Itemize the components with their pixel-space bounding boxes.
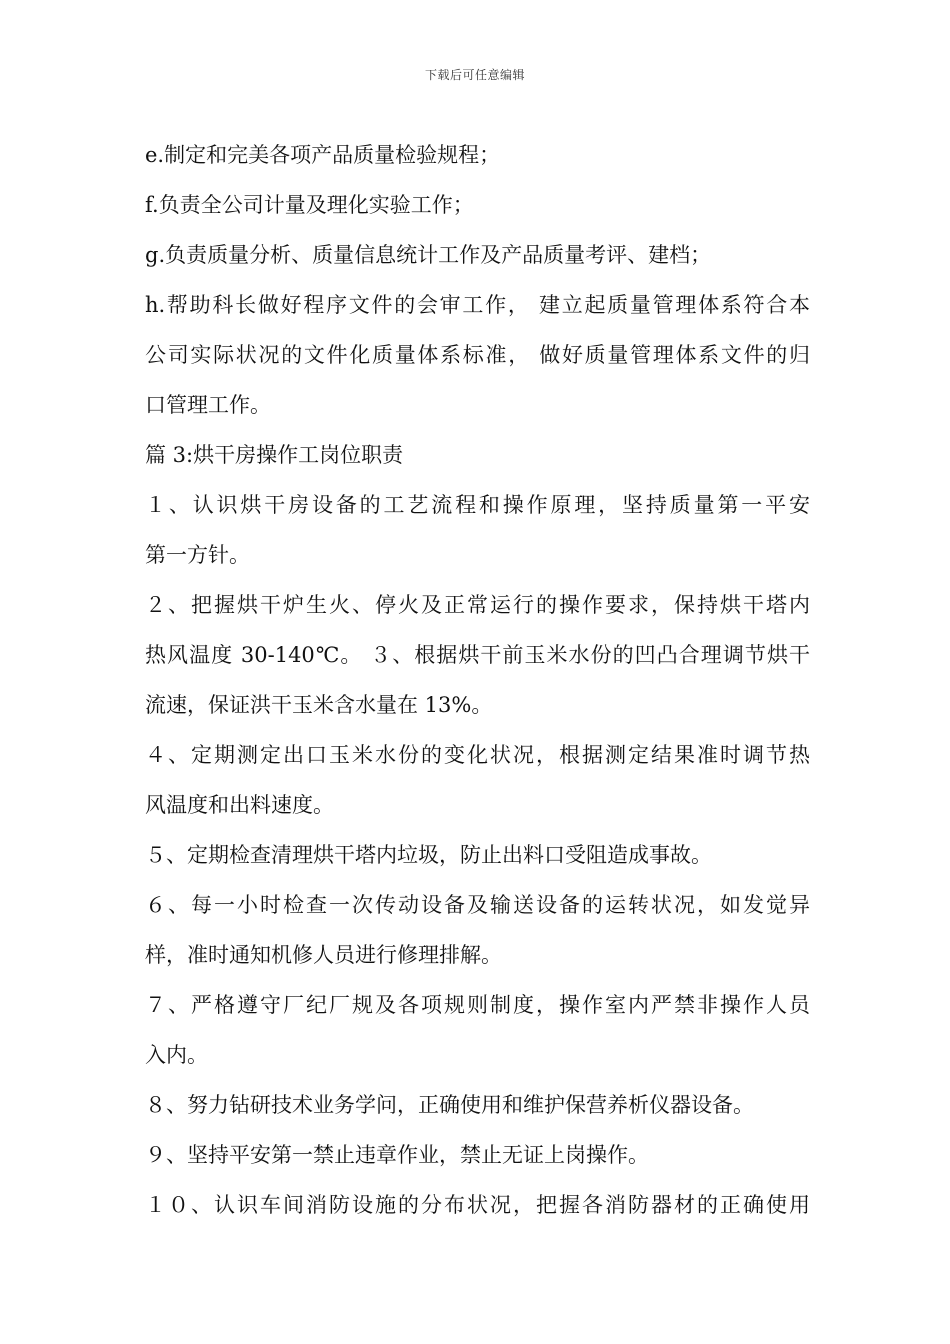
text-line: ９、坚持平安第一禁止违章作业，禁止无证上岗操作。 [145, 1143, 649, 1167]
text-line: h.帮助科长做好程序文件的会审工作， 建立起质量管理体系符合本 [145, 293, 810, 317]
text-line: 风温度和出料速度。 [145, 793, 334, 817]
text-line: 流速，保证洪干玉米含水量在 13%。 [145, 693, 493, 717]
text-line: 公司实际状况的文件化质量体系标准， 做好质量管理体系文件的归 [145, 343, 810, 367]
text-line: 篇 3:烘干房操作工岗位职责 [145, 443, 404, 467]
text-line: 样，准时通知机修人员进行修理排解。 [145, 943, 502, 967]
text-line: １、认识烘干房设备的工艺流程和操作原理，坚持质量第一平安 [145, 493, 810, 517]
page-header: 下载后可任意编辑 [424, 68, 525, 82]
text-line: ４、定期测定出口玉米水份的变化状况，根据测定结果准时调节热 [145, 743, 810, 767]
text-line: 口管理工作。 [145, 393, 271, 417]
document-body [145, 130, 810, 1230]
text-line: ６、每一小时检查一次传动设备及输送设备的运转状况，如发觉异 [145, 893, 810, 917]
text-line: ８、努力钻研技术业务学问，正确使用和维护保营养析仪器设备。 [145, 1093, 754, 1117]
text-line: ７、严格遵守厂纪厂规及各项规则制度，操作室内严禁非操作人员 [145, 993, 810, 1017]
text-line: 热风温度 30-140℃。 ３、根据烘干前玉米水份的凹凸合理调节烘干 [145, 643, 810, 667]
text-line: ２、把握烘干炉生火、停火及正常运行的操作要求，保持烘干塔内 [145, 593, 810, 617]
text-line: 第一方针。 [145, 543, 250, 567]
text-line: g.负责质量分析、质量信息统计工作及产品质量考评、建档； [145, 243, 712, 267]
text-line: １０、认识车间消防设施的分布状况，把握各消防器材的正确使用 [145, 1193, 810, 1217]
text-line: 入内。 [145, 1043, 208, 1067]
text-line: f.负责全公司计量及理化实验工作； [145, 193, 474, 217]
text-line: e.制定和完美各项产品质量检验规程； [145, 143, 501, 167]
text-line: ５、定期检查清理烘干塔内垃圾，防止出料口受阻造成事故。 [145, 843, 712, 867]
paragraph-lines [145, 130, 810, 1230]
